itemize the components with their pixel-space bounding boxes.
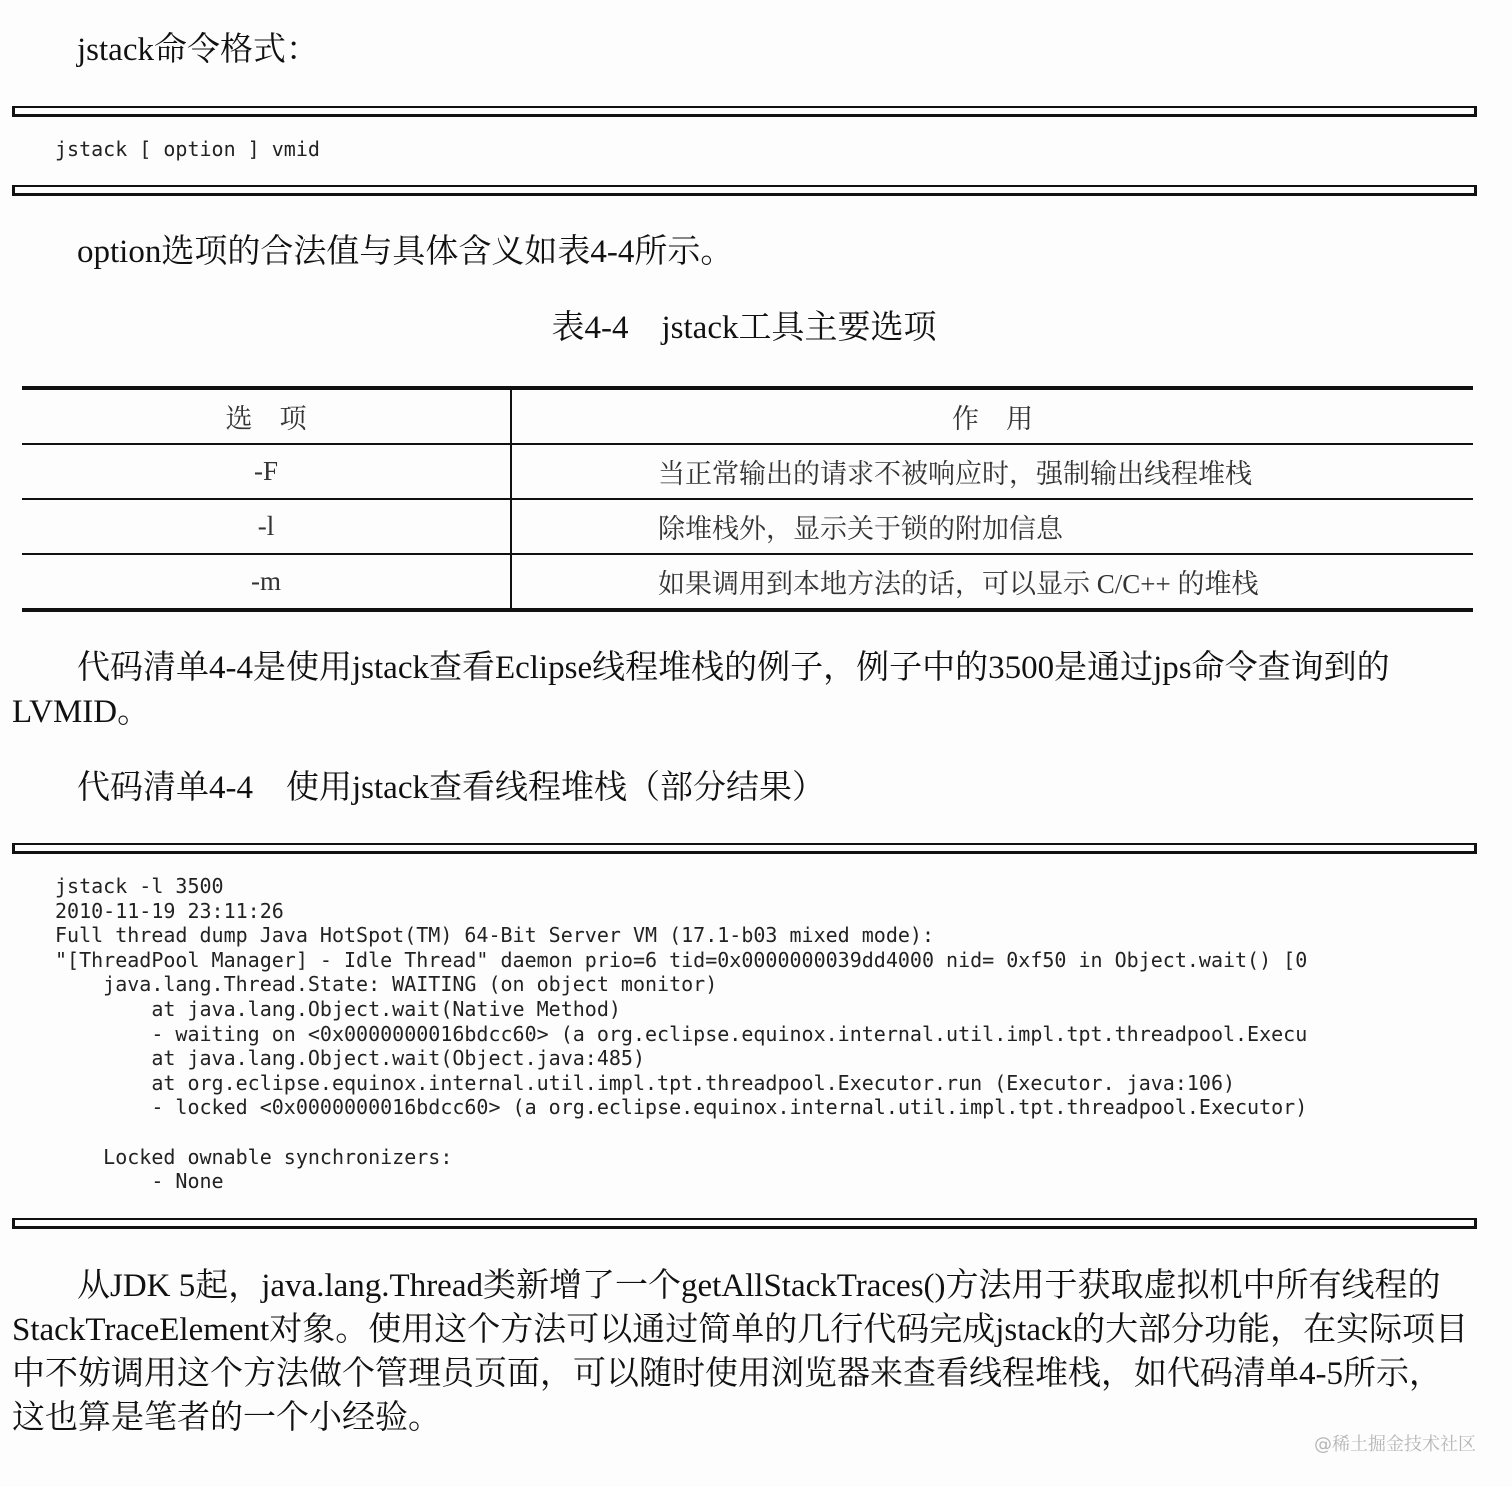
description-cell: 如果调用到本地方法的话，可以显示 C/C++ 的堆栈 <box>658 569 1259 599</box>
code-line: java.lang.Thread.State: WAITING (on object monitor) <box>55 972 718 997</box>
option-intro-paragraph: option选项的合法值与具体含义如表4-4所示。 <box>77 234 734 270</box>
option-cell: -l <box>22 499 511 554</box>
syntax-rule-top <box>12 106 1477 117</box>
code-line: at java.lang.Object.wait(Object.java:485) <box>55 1046 646 1071</box>
code-line: - locked <0x0000000016bdcc60> (a org.eclipse.equinox.internal.util.impl.tpt.threadpool.Executor) <box>55 1095 1308 1120</box>
code-line: 2010-11-19 23:11:26 <box>55 898 284 923</box>
header-option: 选 项 <box>22 388 511 444</box>
table-row <box>22 554 1473 610</box>
watermark: @稀土掘金技术社区 <box>1314 1434 1476 1455</box>
listing-caption: 代码清单4-4 使用jstack查看线程堆栈（部分结果） <box>77 770 825 806</box>
code-line: Full thread dump Java HotSpot(TM) 64-Bit Server VM (17.1-b03 mixed mode): <box>55 923 934 948</box>
table-caption: 表4-4 jstack工具主要选项 <box>551 310 937 346</box>
code-line: - waiting on <0x0000000016bdcc60> (a org.eclipse.equinox.internal.util.impl.tpt.threadpool.Execu <box>55 1021 1308 1046</box>
listing-code <box>55 874 1477 1194</box>
description-cell: 当正常输出的请求不被响应时，强制输出线程堆栈 <box>658 459 1252 489</box>
option-cell: -F <box>22 444 511 499</box>
table-row <box>22 444 1473 499</box>
table-header-row <box>22 388 1473 444</box>
description-cell: 除堆栈外，显示关于锁的附加信息 <box>658 514 1063 544</box>
format-heading: jstack命令格式： <box>77 32 319 68</box>
listing-intro-paragraph: 代码清单4-4是使用jstack查看Eclipse线程堆栈的例子，例子中的3500是通过jps命令查询到的LVMID。 <box>12 650 1390 730</box>
table-row <box>22 499 1473 554</box>
code-line: - None <box>55 1169 224 1194</box>
option-cell: -m <box>22 554 511 610</box>
header-effect: 作 用 <box>952 404 1033 434</box>
options-table <box>22 386 1473 612</box>
listing-rule-bottom <box>12 1218 1477 1229</box>
code-line: at java.lang.Object.wait(Native Method) <box>55 996 621 1021</box>
closing-paragraph: 从JDK 5起，java.lang.Thread类新增了一个getAllStackTraces()方法用于获取虚拟机中所有线程的StackTraceElement对象。使用这个方法可以通过简单的几行代码完成jstack的大部分功能，在实际项目中不妨调用这个方法做个管理员页面，可以随时使用浏览器来查看线程堆栈，如代码清单4-5所示，这也算是笔者的一个小经验。 <box>12 1268 1469 1436</box>
code-line: "[ThreadPool Manager] - Idle Thread" daemon prio=6 tid=0x0000000039dd4000 nid= 0xf50 in Object.wait() [0 <box>55 947 1308 972</box>
code-line <box>55 1120 1477 1145</box>
syntax-rule-bottom <box>12 185 1477 196</box>
code-line: at org.eclipse.equinox.internal.util.impl.tpt.threadpool.Executor.run (Executor. java:106) <box>55 1070 1236 1095</box>
code-line: jstack [ option ] vmid <box>55 137 320 161</box>
listing-rule-top <box>12 843 1477 854</box>
code-line: jstack -l 3500 <box>55 874 224 898</box>
syntax-code <box>55 137 1477 162</box>
code-line: Locked ownable synchronizers: <box>55 1144 453 1169</box>
